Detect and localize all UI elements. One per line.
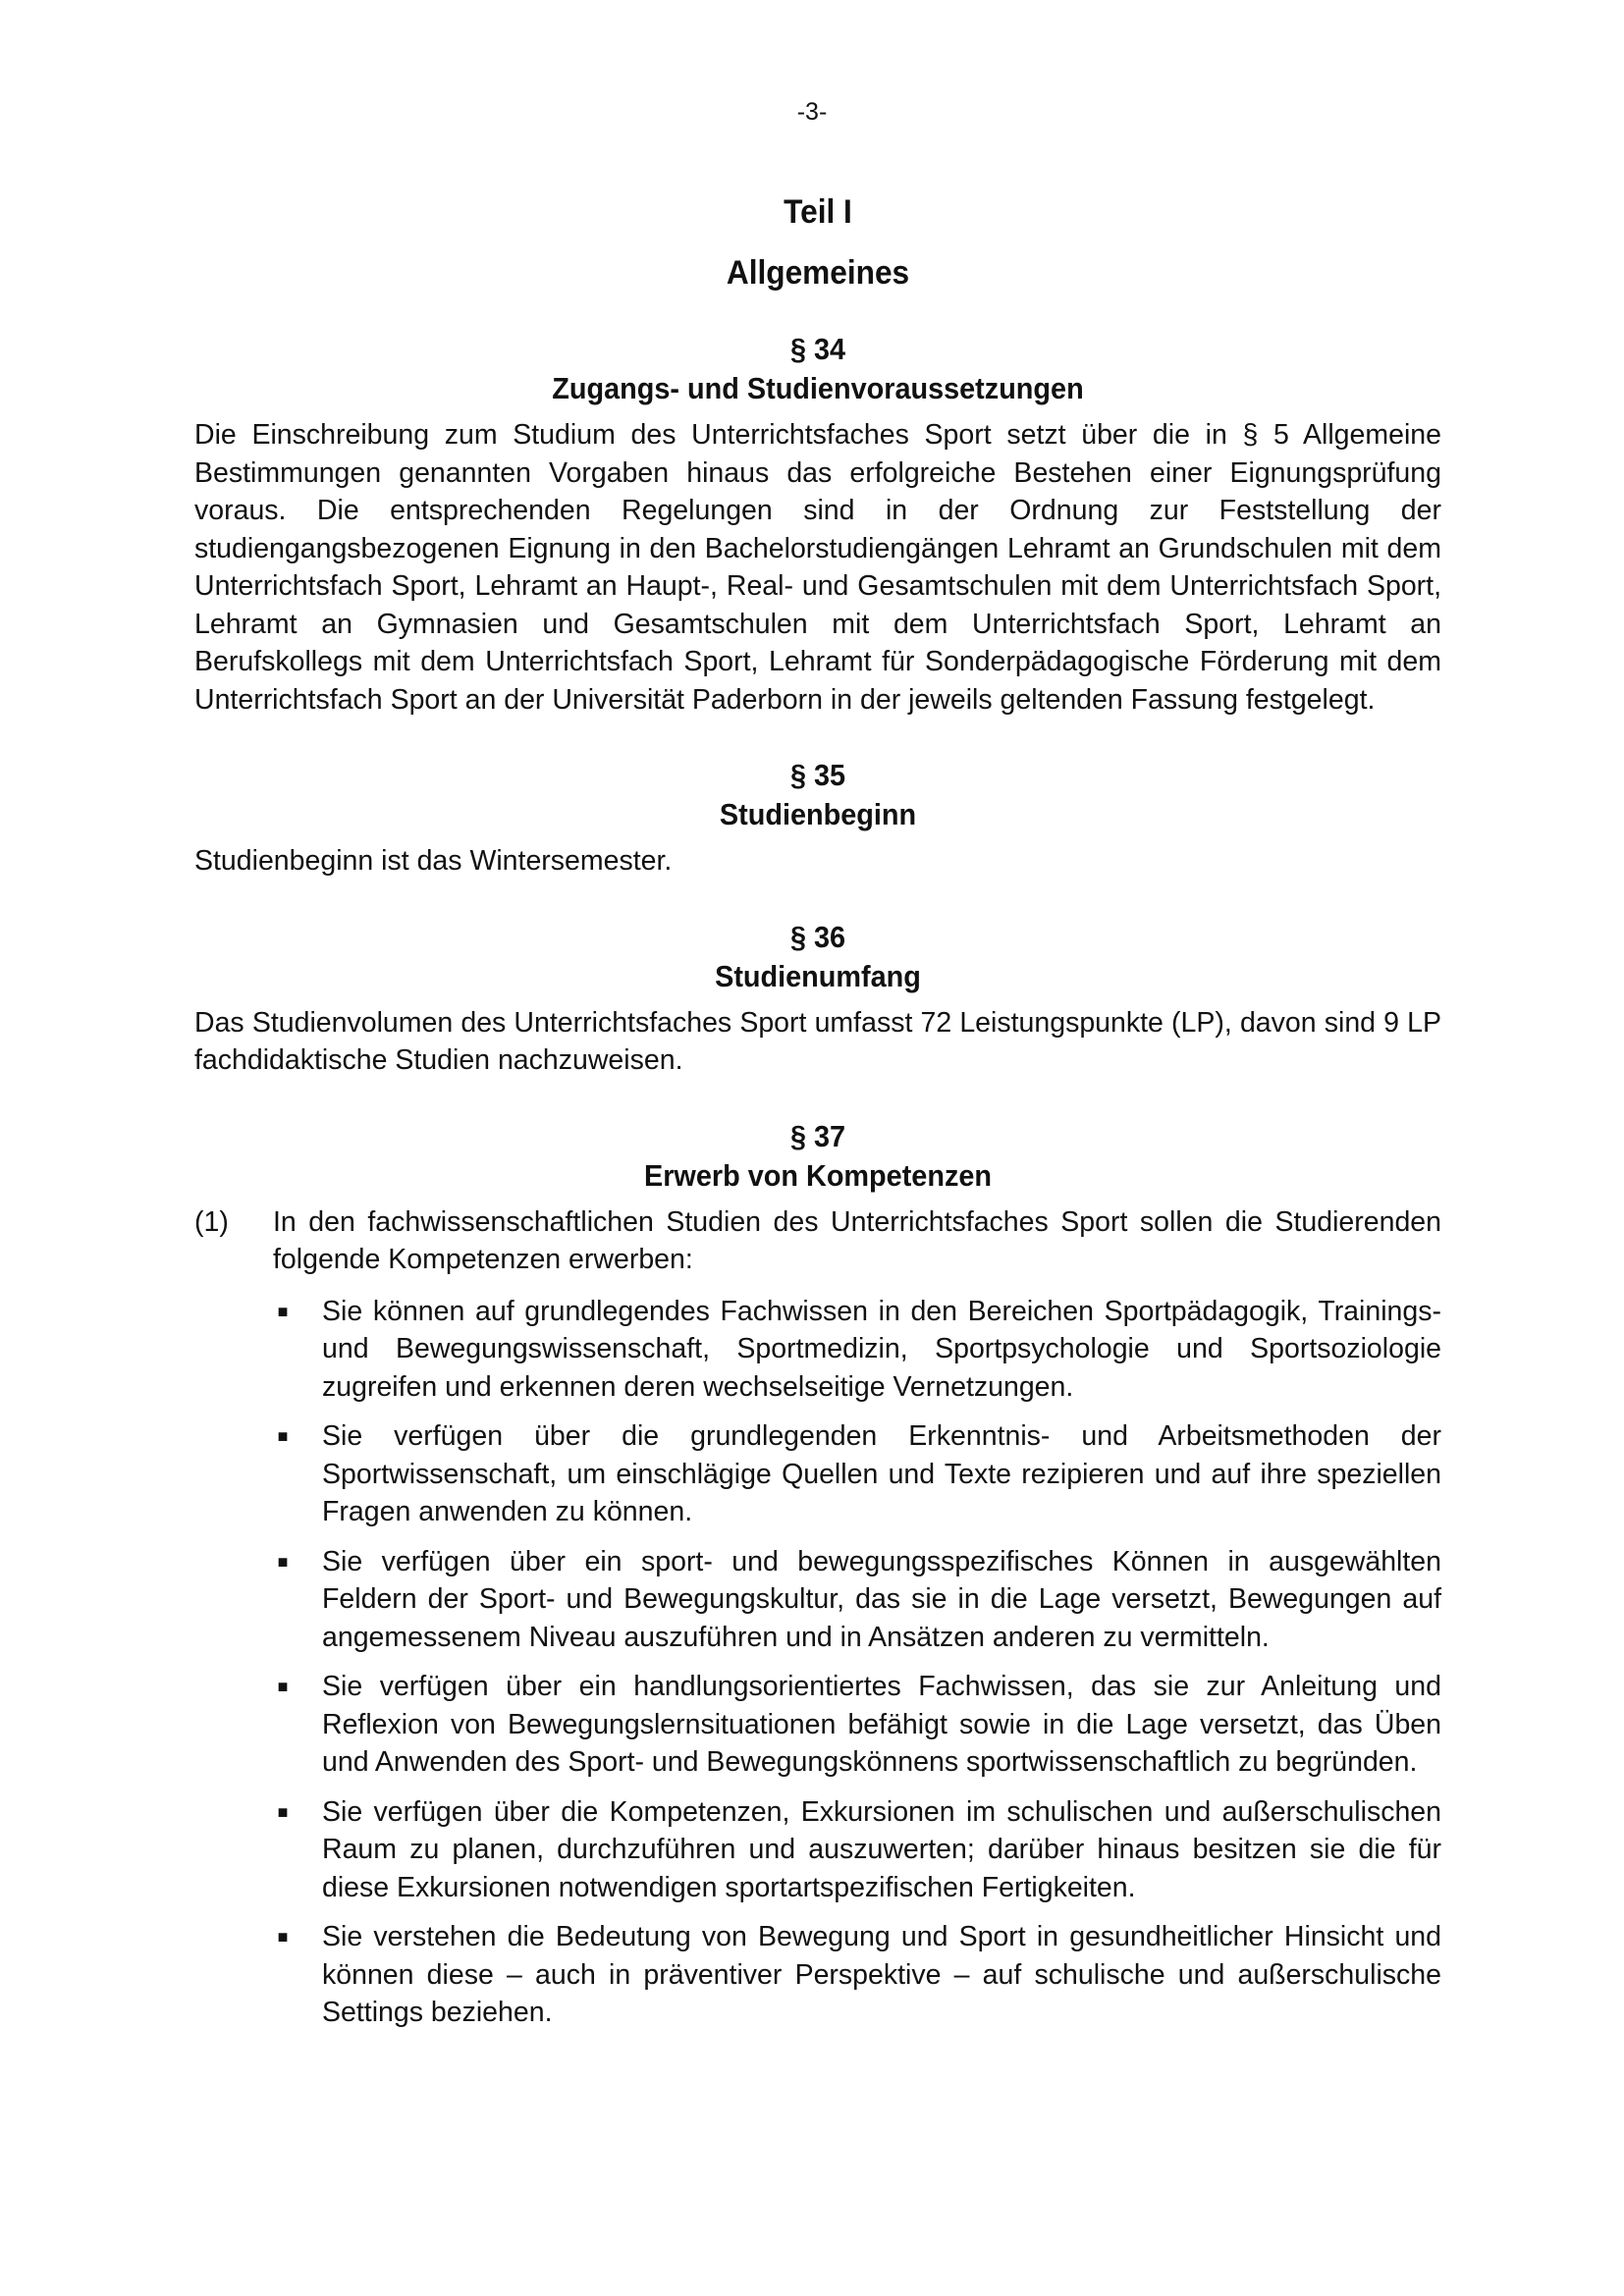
- section-35: [194, 756, 1441, 881]
- list-item-text: Sie verfügen über die Kompetenzen, Exkursionen im schulischen und außerschulischen Raum zu planen, durchzuführen und auszuwerten; darüber hinaus besitzen sie die für diese Exkursionen notwendigen sportartspezifischen Fertigkeiten.: [322, 1795, 1441, 1903]
- section-title: Studienbeginn: [719, 797, 917, 831]
- section-34: [194, 330, 1441, 719]
- section-text: Studienbeginn ist das Wintersemester.: [194, 845, 673, 877]
- section-number: § 35: [789, 758, 846, 792]
- section-number: § 36: [789, 919, 846, 954]
- section-title: Zugangs- und Studienvoraussetzungen: [552, 371, 1084, 405]
- competence-list: [194, 1293, 1441, 2032]
- section-number: § 34: [789, 332, 846, 366]
- list-item-text: Sie verstehen die Bedeutung von Bewegung und Sport in gesundheitlicher Hinsicht und können diese – auch in präventiver Perspektive – auf schulische und außerschulische Settings beziehen.: [322, 1921, 1441, 2028]
- list-item: [194, 1417, 1441, 1531]
- section-title: Studienumfang: [715, 958, 921, 993]
- list-item-text: Sie verfügen über ein sport- und bewegungsspezifisches Können in ausgewählten Feldern der Sport- und Bewegungskultur, das sie in die Lage versetzt, Bewegungen auf angemessenem Niveau auszuführen und in Ansätzen anderen zu vermitteln.: [322, 1545, 1441, 1653]
- list-item: [194, 1543, 1441, 1657]
- paragraph-number: (1): [194, 1205, 229, 1238]
- document-body: [194, 192, 1441, 2044]
- square-bullet-icon: ■: [277, 1301, 289, 1321]
- section-title: Erwerb von Kompetenzen: [643, 1157, 993, 1193]
- list-item: [194, 1793, 1441, 1907]
- part-title: Allgemeines: [726, 254, 910, 292]
- list-item-text: Sie verfügen über die grundlegenden Erkenntnis- und Arbeitsmethoden der Sportwissenschaft, um einschlägige Quellen und Texte rezipieren und auf ihre speziellen Fragen anwenden zu können.: [322, 1420, 1441, 1527]
- page-number: -3-: [796, 98, 828, 126]
- list-item-text: Sie können auf grundlegendes Fachwissen in den Bereichen Sportpädagogik, Trainings- und Bewegungswissenschaft, Sportmedizin, Sportpsychologie und Sportsoziologie zugreifen und erkennen deren wechselseitige Vernetzungen.: [322, 1295, 1441, 1403]
- section-text: Die Einschreibung zum Studium des Unterrichtsfaches Sport setzt über die in § 5 Allgemeine Bestimmungen genannten Vorgaben hinaus das erfolgreiche Bestehen einer Eignungsprüfung voraus. Die entsprechenden Regelungen sind in der Ordnung zur Feststellung der studiengangsbezogenen Eignung in den Bachelorstudiengängen Lehramt an Grundschulen mit dem Unterrichtsfach Sport, Lehramt an Haupt-, Real- und Gesamtschulen mit dem Unterrichtsfach Sport, Lehramt an Gymnasien und Gesamtschulen mit dem Unterrichtsfach Sport, Lehramt an Berufskollegs mit dem Unterrichtsfach Sport, Lehramt für Sonderpädagogische Förderung mit dem Unterrichtsfach Sport an der Universität Paderborn in der jeweils geltenden Fassung festgelegt.: [194, 419, 1441, 716]
- list-item: [194, 1668, 1441, 1782]
- section-text: Das Studienvolumen des Unterrichtsfaches Sport umfasst 72 Leistungspunkte (LP), davon sind 9 LP fachdidaktische Studien nachzuweisen.: [194, 1006, 1441, 1076]
- square-bullet-icon: ■: [277, 1551, 289, 1572]
- square-bullet-icon: ■: [277, 1801, 289, 1822]
- list-item: [194, 1918, 1441, 2032]
- square-bullet-icon: ■: [277, 1426, 289, 1446]
- paragraph-text: In den fachwissenschaftlichen Studien des Unterrichtsfaches Sport sollen die Studierenden folgende Kompetenzen erwerben:: [273, 1205, 1441, 1275]
- list-item: [194, 1293, 1441, 1407]
- list-item-text: Sie verfügen über ein handlungsorientiertes Fachwissen, das sie zur Anleitung und Reflexion von Bewegungslernsituationen befähigt sowie in die Lage versetzt, das Üben und Anwenden des Sport- und Bewegungskönnens sportwissenschaftlich zu begründen.: [322, 1671, 1441, 1778]
- numbered-paragraph: [194, 1203, 1441, 1279]
- section-36: [194, 918, 1441, 1080]
- section-37: [194, 1117, 1441, 2032]
- square-bullet-icon: ■: [277, 1927, 289, 1947]
- square-bullet-icon: ■: [277, 1677, 289, 1696]
- section-number: § 37: [789, 1118, 846, 1153]
- part-label: Teil I: [784, 193, 852, 231]
